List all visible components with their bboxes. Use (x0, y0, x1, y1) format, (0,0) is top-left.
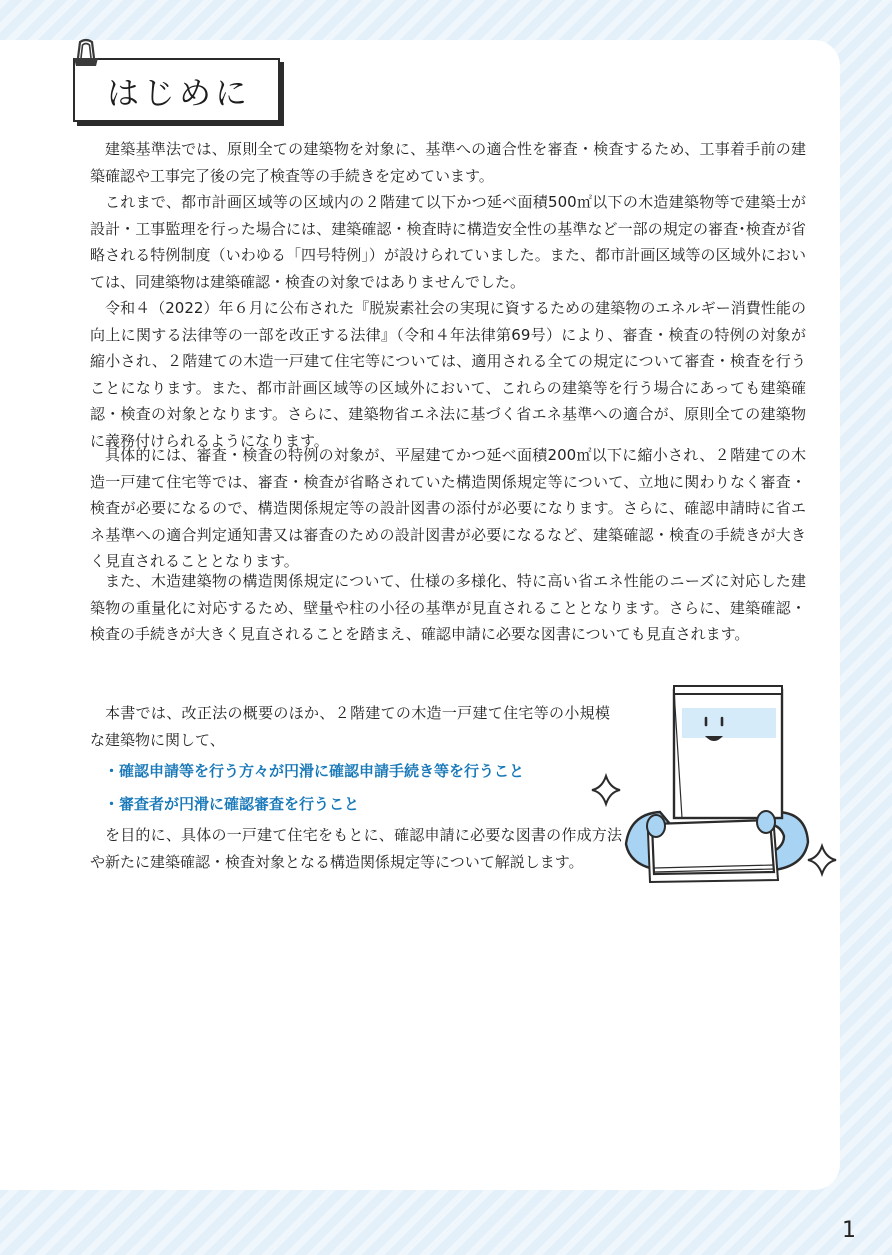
paragraph-2: これまで、都市計画区域等の区域内の２階建て以下かつ延べ面積500㎡以下の木造建築物等で建築士が設計・工事監理を行った場合には、建築確認・検査時に構造安全性の基準など一部の規定の審査･検査が省略される特例制度（いわゆる「四号特例」）が設けられていました。また、都市計画区域等の区域外においては、同建築物は建築確認・検査の対象ではありませんでした。 (90, 193, 806, 291)
binder-clip-icon (66, 36, 106, 70)
paragraph-4: 具体的には、審査・検査の特例の対象が、平屋建てかつ延べ面積200㎡以下に縮小され、２階建ての木造一戸建て住宅等では、審査・検査が省略されていた構造関係規定等について、立地に関わりなく審査・検査が必要になるので、構造関係規定等の設計図書の添付が必要になります。さらに、確認申請時に省エネ基準への適合判定通知書又は審査のための設計図書が必要になるなど、建築確認・検査の手続きが大きく見直されることとなります。 (90, 446, 806, 571)
intro-paragraph: 本書では、改正法の概要のほか、２階建ての木造一戸建て住宅等の小規模な建築物に関して、 (90, 704, 610, 749)
paragraph-5: また、木造建築物の構造関係規定について、仕様の多様化、特に高い省エネ性能のニーズに対応した建築物の重量化に対応するため、壁量や柱の小径の基準が見直されることとなります。さらに、建築確認・検査の手続きが大きく見直されることを踏まえ、確認申請に必要な図書についても見直されます。 (90, 572, 806, 644)
paragraph-3: 令和４（2022）年６月に公布された『脱炭素社会の実現に資するための建築物のエネルギー消費性能の向上に関する法律等の一部を改正する法律』（令和４年法律第69号）により、審査・検査の特例の対象が縮小され、２階建ての木造一戸建て住宅等については、適用される全ての規定について審査・検査を行うことになります。また、都市計画区域等の区域外において、これらの建築等を行う場合にあっても建築確認・検査の対象となります。さらに、建築物省エネ法に基づく省エネ基準への適合が、原則全ての建築物に義務付けられるようになります。 (90, 299, 806, 450)
closing-paragraph: を目的に、具体の一戸建て住宅をもとに、確認申請に必要な図書の作成方法や新たに建築確認・検査対象となる構造関係規定等について解説します。 (90, 826, 622, 871)
page-title: はじめに (107, 74, 252, 112)
page-number: 1 (842, 1218, 856, 1243)
paragraph-1: 建築基準法では、原則全ての建築物を対象に、基準への適合性を審査・検査するため、工事着手前の建築確認や工事完了後の完了検査等の手続きを定めています。 (90, 140, 806, 185)
book-mascot-illustration (590, 684, 840, 884)
purpose-bullet-2: ・審査者が円滑に確認審査を行うこと (104, 795, 360, 813)
purpose-bullet-1: ・確認申請等を行う方々が円滑に確認申請手続き等を行うこと (104, 762, 525, 780)
